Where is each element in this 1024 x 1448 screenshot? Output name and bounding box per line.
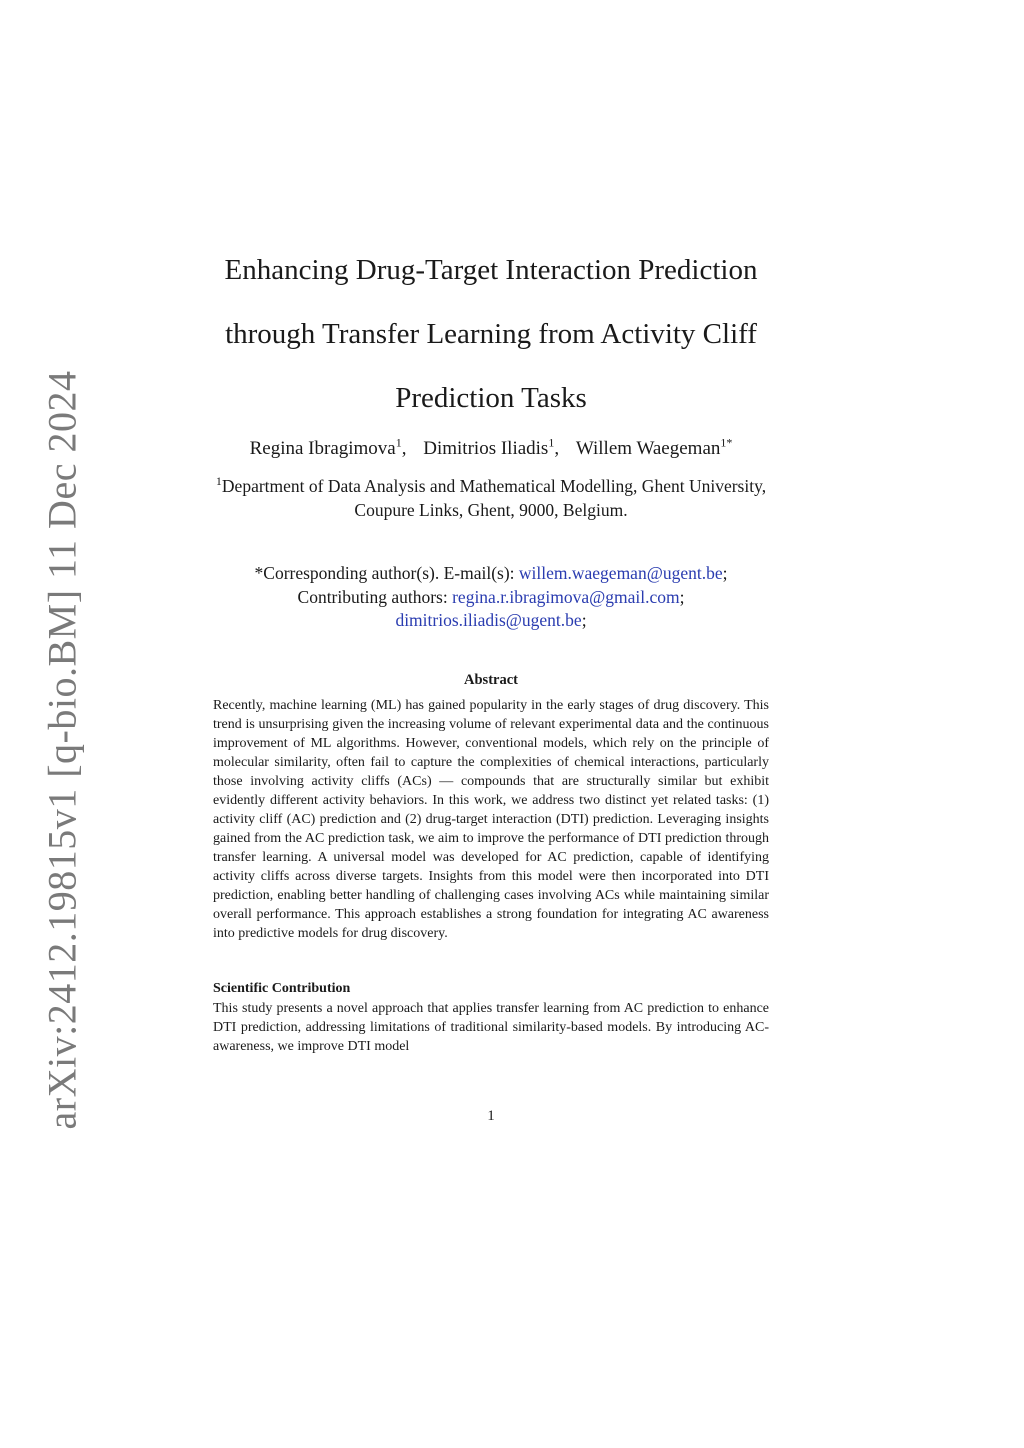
author-3-affiliation-marker: 1* bbox=[720, 435, 733, 450]
separator: ; bbox=[679, 586, 685, 607]
author-1-affiliation-marker: 1 bbox=[395, 435, 402, 450]
author-1: Regina Ibragimova$^1$, bbox=[249, 435, 407, 459]
affiliation-marker: 1 bbox=[215, 474, 222, 489]
corresponding-author-label: *Corresponding author(s). E-mail(s): bbox=[254, 563, 519, 583]
contributing-email-link-2[interactable]: dimitrios.iliadis@ugent.be bbox=[395, 610, 582, 630]
scientific-contribution-heading: Scientific Contribution bbox=[213, 981, 351, 996]
contributing-authors-label: Contributing authors: bbox=[297, 586, 453, 607]
paper-title: Enhancing Drug-Target Interaction Prediction through Transfer Learning from Activity Cliff Prediction Tasks bbox=[224, 254, 758, 414]
affiliation bbox=[213, 474, 769, 522]
contributing-authors-line bbox=[213, 586, 769, 610]
corresponding-email-link[interactable]: willem.waegeman@ugent.be bbox=[518, 563, 723, 583]
author-2-affiliation-marker: 1 bbox=[548, 435, 555, 450]
corresponding-author-line bbox=[213, 562, 769, 586]
author-3-name: Willem Waegeman bbox=[575, 438, 721, 459]
abstract-heading: Abstract bbox=[464, 672, 518, 688]
page-number: 1 bbox=[487, 1108, 495, 1124]
separator: ; bbox=[722, 563, 728, 583]
author-2-name: Dimitrios Iliadis bbox=[423, 438, 549, 459]
separator: ; bbox=[581, 610, 587, 630]
abstract-text: Recently, machine learning (ML) has gained popularity in the early stages of drug discovery. This trend is unsurprising given the increasing volume of relevant experimental data and the continuous improvement of ML algorithms. However, conventional models, which rely on the principle of molecular similarity, often fail to capture the complexities of chemical interactions, particularly those involving activity cliffs (ACs) — compounds that are structurally similar but exhibit evidently different activity behaviors. In this work, we address two distinct yet related tasks: (1) activity cliff (AC) prediction and (2) drug-target interaction (DTI) prediction. Leveraging insights gained from the AC prediction task, we aim to improve the performance of DTI prediction through transfer learning. A universal model was developed for AC prediction, capable of identifying activity cliffs across diverse targets. Insights from this model were then incorporated into DTI prediction, enabling better handling of challenging cases involving ACs while maintaining similar overall performance. This approach establishes a strong foundation for integrating AC awareness into predictive models for drug discovery. bbox=[213, 698, 769, 941]
affiliation-text: Department of Data Analysis and Mathematical Modelling, Ghent University, Coupure Links, Ghent, 9000, Belgium. bbox=[221, 476, 767, 520]
scientific-contribution-text: This study presents a novel approach that applies transfer learning from AC prediction to enhance DTI prediction, addressing limitations of traditional similarity-based models. By introducing AC-awareness, we improve DTI model bbox=[213, 1001, 769, 1054]
author-3 bbox=[575, 435, 733, 459]
correspondence-block bbox=[213, 562, 769, 633]
author-list bbox=[213, 435, 769, 460]
arxiv-identifier-stamp: arXiv:2412.19815v1 [q-bio.BM] 11 Dec 2024 bbox=[39, 370, 85, 1130]
author-2: Dimitrios Iliadis$^1$, bbox=[423, 435, 560, 459]
contributing-authors-line-2 bbox=[213, 609, 769, 633]
contributing-email-link-1[interactable]: regina.r.ibragimova@gmail.com bbox=[452, 586, 680, 607]
author-1-name: Regina Ibragimova bbox=[249, 438, 396, 459]
